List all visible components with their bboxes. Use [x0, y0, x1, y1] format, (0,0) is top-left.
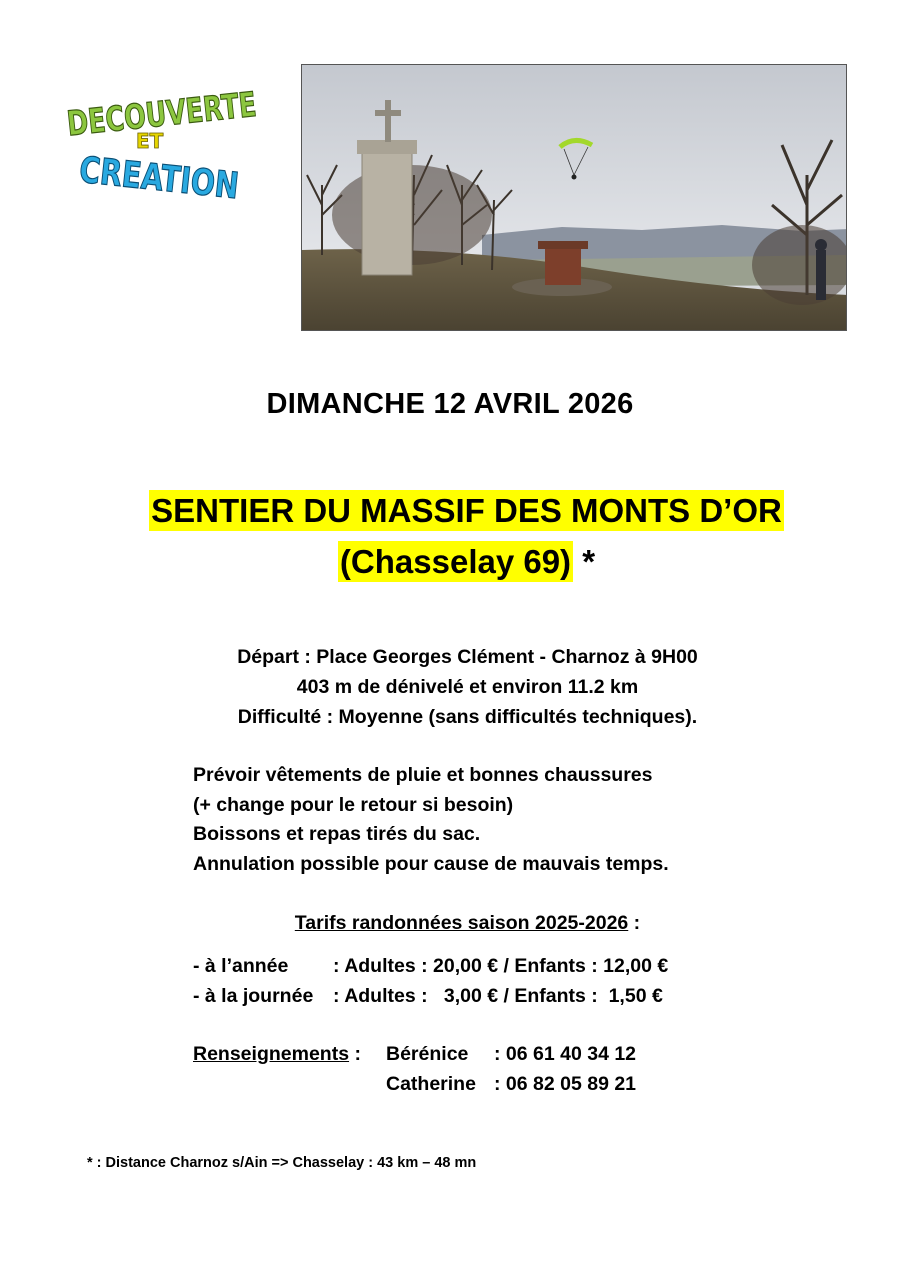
- note-item: Boissons et repas tirés du sac.: [193, 823, 481, 845]
- tarif-value: : Adultes : 3,00 € / Enfants : 1,50 €: [333, 984, 663, 1007]
- renseignements-label: Renseignements: [193, 1043, 350, 1065]
- renseignements-label-wrap: [193, 1040, 386, 1070]
- renseignements-suffix: :: [349, 1043, 361, 1065]
- event-location-highlight: (Chasselay 69): [339, 543, 572, 580]
- event-info: [0, 642, 900, 732]
- logo: [58, 68, 268, 218]
- tarif-value: : Adultes : 20,00 € / Enfants : 12,00 €: [333, 955, 669, 977]
- logo-line3: CREATION: [77, 149, 268, 212]
- note-item: (+ change pour le retour si besoin): [193, 793, 514, 816]
- contact-name: Bérénice: [386, 1043, 469, 1065]
- tarifs-list: [193, 952, 668, 1011]
- contact-spacer: [193, 1070, 386, 1100]
- event-photo: [301, 64, 847, 331]
- contact-row: [193, 1070, 636, 1100]
- footnote: * : Distance Charnoz s/Ain => Chasselay : 43 km – 48 mn: [87, 1155, 477, 1171]
- tarif-row: [193, 952, 668, 982]
- contact-phone: : 06 61 40 34 12: [494, 1043, 637, 1065]
- tarifs-heading: [0, 912, 900, 935]
- contact-name: Catherine: [386, 1072, 476, 1095]
- note-item: Annulation possible pour cause de mauvais temps.: [193, 852, 669, 875]
- tarif-label: - à l’année: [193, 955, 289, 977]
- event-title-highlight: SENTIER DU MASSIF DES MONTS D’OR: [151, 492, 782, 529]
- event-date: DIMANCHE 12 AVRIL 2026: [266, 388, 634, 420]
- event-title-line1: [0, 492, 900, 530]
- tarifs-heading-suffix: :: [628, 912, 641, 934]
- contact-row: [193, 1040, 636, 1070]
- logo-line2: ET: [136, 129, 164, 153]
- tarif-label: - à la journée: [193, 984, 314, 1007]
- renseignements: [193, 1040, 636, 1099]
- info-depart: Départ : Place Georges Clément - Charnoz à 9H00: [237, 646, 698, 668]
- contact-phone: : 06 82 05 89 21: [494, 1072, 637, 1095]
- note-item: Prévoir vêtements de pluie et bonnes chaussures: [193, 764, 653, 786]
- title-asterisk: *: [573, 543, 596, 580]
- info-difficulty: Difficulté : Moyenne (sans difficultés techniques).: [237, 706, 698, 728]
- tarifs-heading-text: Tarifs randonnées saison 2025-2026: [294, 912, 629, 934]
- logo-graphic: [58, 68, 268, 218]
- photo-illustration: [302, 65, 847, 331]
- info-distance: 403 m de dénivelé et environ 11.2 km: [296, 676, 639, 698]
- notes: [193, 761, 669, 879]
- event-title-line2: [0, 543, 900, 581]
- logo-line1: DECOUVERTE: [65, 78, 268, 145]
- tarif-row: [193, 982, 668, 1012]
